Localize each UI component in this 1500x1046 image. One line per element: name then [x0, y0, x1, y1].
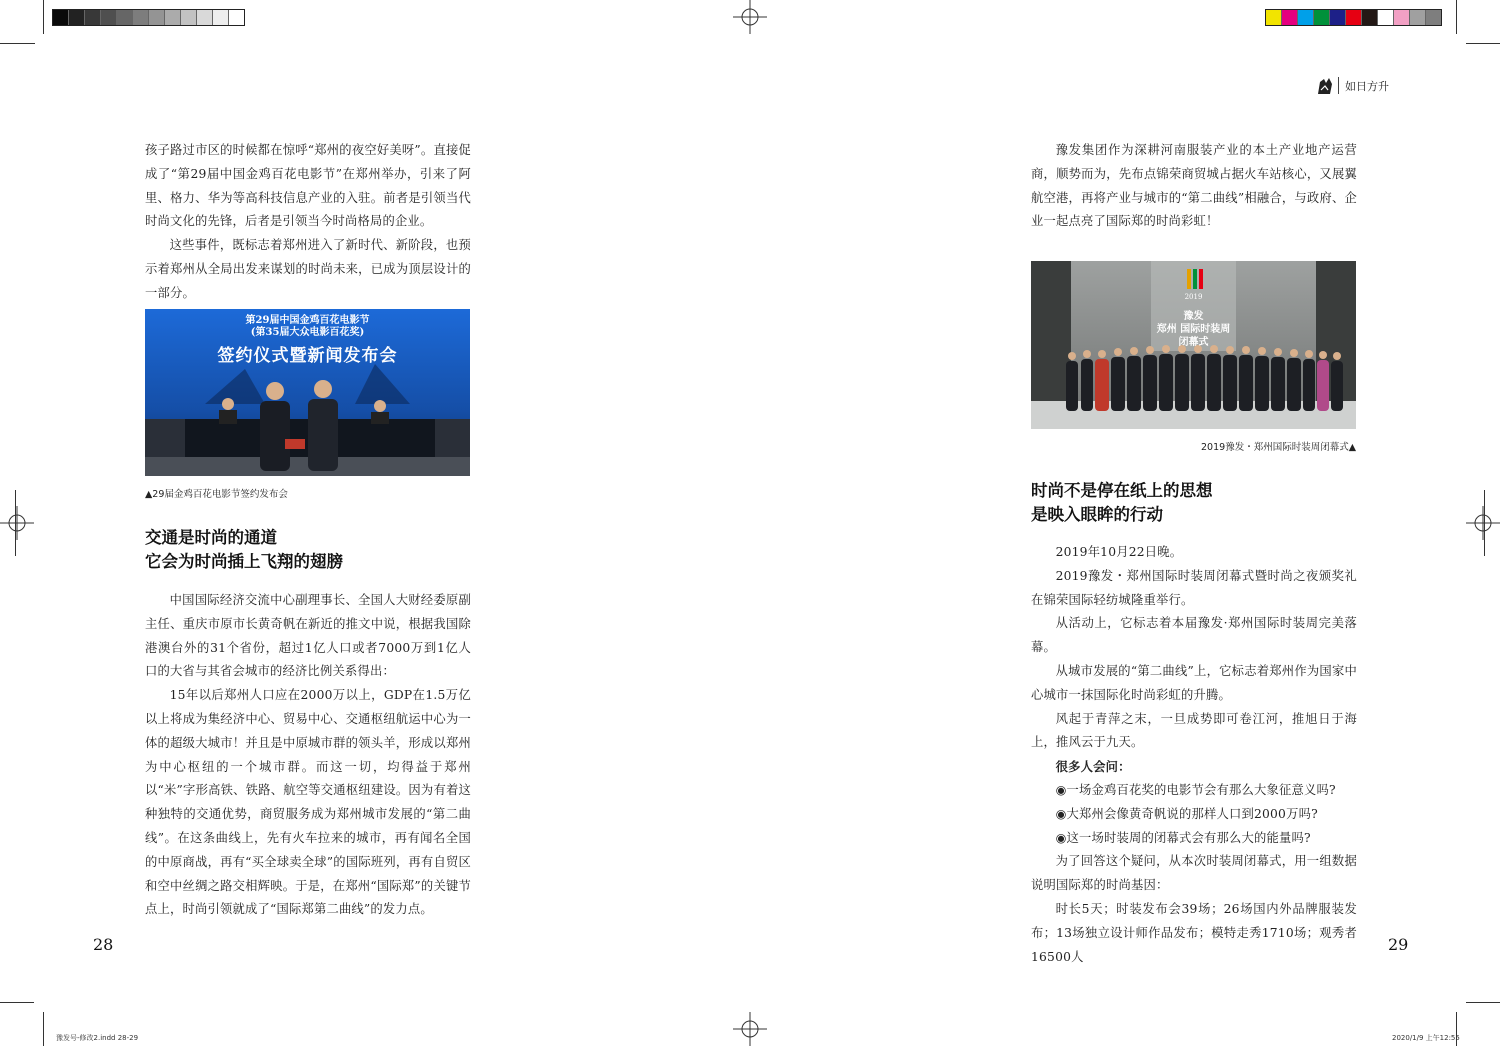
page-number-left: 28 [93, 935, 114, 954]
left-heading-line1: 交通是时尚的通道 [145, 528, 277, 547]
right-heading-line1: 时尚不是停在纸上的思想 [1031, 481, 1213, 500]
right-heading-line2: 是映入眼眸的行动 [1031, 505, 1163, 524]
left-section-heading [145, 526, 343, 574]
right-p2: 2019豫发・郑州国际时装周闭幕式暨时尚之夜颁奖礼在锦荣国际轻纺城隆重举行。 [1031, 568, 1357, 607]
right-section-heading [1031, 479, 1213, 527]
slug-file: 豫发号-修改2.indd 28-29 [56, 1034, 139, 1042]
right-p6: 很多人会问： [1055, 759, 1131, 775]
header-divider [1338, 77, 1339, 94]
registration-mark-right [1466, 506, 1500, 540]
registration-mark-left [0, 506, 34, 540]
right-paragraph-1: 豫发集团作为深耕河南服装产业的本土产业地产运营商，顺势而为，先布点锦荣商贸城占据火车站核心，又展翼航空港，再将产业与城市的“第二曲线”相融合，与政府、企业一起点亮了国际郑的时尚彩虹！ [1031, 143, 1357, 229]
gray-ramp-bar [52, 9, 245, 26]
gray-swatch-7 [165, 10, 181, 25]
right-p1: 2019年10月22日晚。 [1055, 545, 1183, 559]
gray-swatch-2 [85, 10, 101, 25]
color-swatch-6 [1362, 10, 1378, 25]
gray-swatch-3 [101, 10, 117, 25]
slug-date: 2020/1/9 上午12:55 [1392, 1034, 1460, 1042]
gray-swatch-4 [117, 10, 133, 25]
color-swatch-9 [1410, 10, 1426, 25]
color-swatch-10 [1426, 10, 1441, 25]
gray-swatch-8 [181, 10, 197, 25]
color-swatch-1 [1282, 10, 1298, 25]
color-swatch-7 [1378, 10, 1394, 25]
right-p5: 风起于青萍之末，一旦成势即可卷江河，推旭日于海上，推风云于九天。 [1031, 711, 1357, 750]
photo2-line3: 闭幕式 [1178, 337, 1209, 348]
right-question-1: ◉一场金鸡百花奖的电影节会有那么大象征意义吗? [1055, 782, 1336, 797]
left-paragraph-1: 孩子路过市区的时候都在惊呼“郑州的夜空好美呀”。直接促成了“第29届中国金鸡百花电影节”在郑州举办，引来了阿里、格力、华为等高科技信息产业的入驻。前者是引领当代时尚文化的先锋，后者是引领当今时尚格局的企业。 [145, 143, 471, 229]
photo1-title-line2: (第35届大众电影百花奖) [250, 327, 365, 338]
left-heading-line2: 它会为时尚插上飞翔的翅膀 [145, 552, 343, 571]
registration-mark-top [733, 0, 767, 34]
right-p4: 从城市发展的“第二曲线”上，它标志着郑州作为国家中心城市一抹国际化时尚彩虹的升腾。 [1031, 663, 1357, 702]
gray-swatch-0 [53, 10, 69, 25]
signing-ceremony-photo [145, 309, 470, 476]
section-title: 如日方升 [1345, 80, 1389, 93]
color-swatch-5 [1346, 10, 1362, 25]
gray-swatch-10 [213, 10, 229, 25]
photo1-title-line3: 签约仪式暨新闻发布会 [217, 346, 398, 366]
photo1-caption: ▲29届金鸡百花电影节签约发布会 [145, 489, 288, 500]
color-swatch-4 [1330, 10, 1346, 25]
gray-swatch-11 [229, 10, 244, 25]
right-body-text [1031, 541, 1357, 969]
right-intro-text [1031, 139, 1357, 234]
right-p3: 从活动上，它标志着本届豫发·郑州国际时装周完美落幕。 [1031, 616, 1357, 655]
color-swatch-8 [1394, 10, 1410, 25]
right-p8: 时长5天；时装发布会39场；26场国内外品牌服装发布；13场独立设计师作品发布；模特走秀1710场；观秀者16500人 [1031, 901, 1357, 964]
gray-swatch-9 [197, 10, 213, 25]
photo2-line1: 豫发 [1183, 311, 1204, 322]
photo2-year: 2019 [1184, 293, 1203, 301]
photo1-title-line1: 第29届中国金鸡百花电影节 [245, 315, 370, 326]
page-number-right: 29 [1388, 935, 1409, 954]
right-p7: 为了回答这个疑问，从本次时装周闭幕式，用一组数据说明国际郑的时尚基因： [1031, 854, 1357, 893]
logo-icon [1316, 76, 1334, 96]
left-paragraph-4: 15年以后郑州人口应在2000万以上，GDP在1.5万亿以上将成为集经济中心、贸易中心、交通枢纽航运中心为一体的超级大城市！并且是中原城市群的领头羊，形成以郑州为中心枢纽的一个城市群。而这一切，均得益于郑州以“米”字形高铁、铁路、航空等交通枢纽建设。因为有着这种独特的交通优势，商贸服务成为郑州城市发展的“第二曲线”。在这条曲线上，先有火车拉来的城市，再有闻名全国的中原商战，再有“买全球卖全球”的国际班列，再有自贸区和空中丝绸之路交相辉映。于是，在郑州“国际郑”的关键节点上，时尚引领就成了“国际郑第二曲线”的发力点。 [145, 688, 471, 917]
color-swatch-2 [1298, 10, 1314, 25]
closing-ceremony-photo [1031, 261, 1356, 429]
color-swatch-3 [1314, 10, 1330, 25]
right-question-3: ◉这一场时装周的闭幕式会有那么大的能量吗? [1055, 830, 1311, 845]
gray-swatch-6 [149, 10, 165, 25]
left-intro-text [145, 139, 471, 306]
color-swatch-0 [1266, 10, 1282, 25]
gray-swatch-1 [69, 10, 85, 25]
registration-mark-bottom [733, 1012, 767, 1046]
left-paragraph-2: 这些事件，既标志着郑州进入了新时代、新阶段，也预示着郑州从全局出发来谋划的时尚未来，已成为顶层设计的一部分。 [145, 238, 471, 300]
gray-swatch-5 [133, 10, 149, 25]
color-bar [1265, 9, 1442, 26]
photo2-line2: 郑州 国际时装周 [1156, 324, 1231, 335]
photo2-caption: 2019豫发・郑州国际时装周闭幕式▲ [1201, 442, 1356, 453]
left-body-text [145, 589, 471, 922]
right-question-2: ◉大郑州会像黄奇帆说的那样人口到2000万吗? [1055, 806, 1318, 821]
left-paragraph-3: 中国国际经济交流中心副理事长、全国人大财经委原副主任、重庆市原市长黄奇帆在新近的推文中说，根据我国除港澳台外的31个省份，超过1亿人口或者7000万到1亿人口的大省与其省会城市的经济比例关系得出： [145, 593, 471, 679]
